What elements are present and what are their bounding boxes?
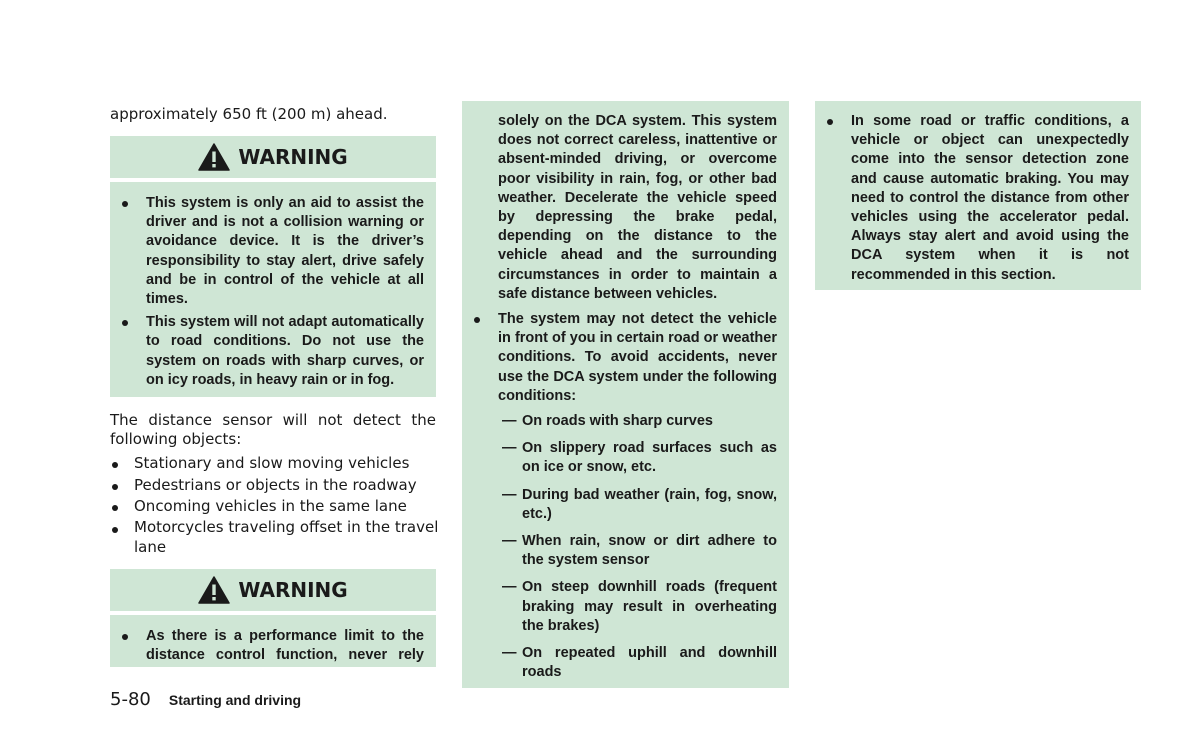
section-title: Starting and driving — [168, 692, 302, 708]
dash-icon: — — [502, 533, 517, 550]
warning-continuation-panel-2 — [815, 101, 1141, 290]
dash-icon: — — [502, 413, 517, 430]
warning-item: This system is only an aid to assist the driver and is not a collision warning or avoidance device. It is the driver’s responsibility to stay alert, drive safely and be in control of the vehicle at all times. — [110, 194, 424, 309]
page-number: 5-80 — [110, 689, 151, 710]
page-footer — [110, 689, 301, 710]
list-item: Oncoming vehicles in the same lane — [110, 496, 440, 518]
warning-triangle-icon — [198, 576, 230, 604]
warning-body-1 — [110, 182, 436, 397]
warning-continuation-panel — [462, 101, 789, 688]
bullet-icon — [122, 320, 128, 326]
warning-item: The system may not detect the vehicle in front of you in certain road or weather conditions. To avoid accidents, never use the DCA system under the following conditions: — [462, 310, 777, 406]
bullet-icon — [112, 505, 118, 511]
bullet-icon — [112, 527, 118, 533]
condition-item: — On steep downhill roads (frequent braking may result in overheating the brakes) — [502, 579, 777, 634]
objects-list — [110, 453, 440, 557]
dash-icon: — — [502, 645, 517, 662]
warning-header-2 — [110, 569, 436, 611]
warning-item: In some road or traffic conditions, a vehicle or object can unexpectedly come into the sensor detection zone and cause automatic braking. You may need to control the distance from other vehicles using the accelerator pedal. Always stay alert and avoid using the DCA system when it is not recommended in this section. — [815, 112, 1129, 285]
intro-text: approximately 650 ft (200 m) ahead. — [110, 105, 388, 123]
condition-item: — On roads with sharp curves — [462, 412, 777, 431]
dash-icon: — — [502, 486, 517, 503]
warning-title-1: WARNING — [238, 145, 348, 169]
list-item: Motorcycles traveling offset in the travel lane — [110, 518, 440, 557]
bullet-icon — [112, 462, 118, 468]
bullet-icon — [112, 484, 118, 490]
warning-item: This system will not adapt automatically to road conditions. Do not use the system on roads with sharp curves, or on icy roads, in heavy rain or in fog. — [110, 313, 424, 390]
bullet-icon — [827, 119, 833, 125]
condition-item: — On slippery road surfaces such as on ice or snow, etc. — [502, 440, 777, 476]
list-item: Pedestrians or objects in the roadway — [110, 475, 440, 497]
detect-text: The distance sensor will not detect the following objects: — [110, 411, 436, 448]
warning-triangle-icon — [198, 143, 230, 171]
warning-title-2: WARNING — [238, 578, 348, 602]
bullet-icon — [474, 317, 480, 323]
dash-icon: — — [502, 440, 517, 457]
dash-icon: — — [502, 579, 517, 596]
list-item: Stationary and slow moving vehicles — [110, 453, 440, 475]
condition-item: — When rain, snow or dirt adhere to the system sensor — [502, 533, 777, 569]
bullet-icon — [122, 201, 128, 207]
warning-header-1 — [110, 136, 436, 178]
condition-item: — During bad weather (rain, fog, snow, etc.) — [502, 486, 777, 522]
warning-item: As there is a performance limit to the distance control function, never rely — [110, 627, 424, 665]
condition-item: — On repeated uphill and downhill roads — [502, 645, 777, 681]
bullet-icon — [122, 634, 128, 640]
continuation-text: solely on the DCA system. This system does not correct careless, inattentive or absent-minded driving, or overcome poor visibility in rain, fog, or other bad weather. Decelerate the vehicle speed by depressing the brake pedal, depending on the distance to the vehicle ahead and the surrounding circumstances in order to maintain a safe distance between vehicles. — [498, 113, 777, 302]
warning-body-2 — [110, 615, 436, 667]
